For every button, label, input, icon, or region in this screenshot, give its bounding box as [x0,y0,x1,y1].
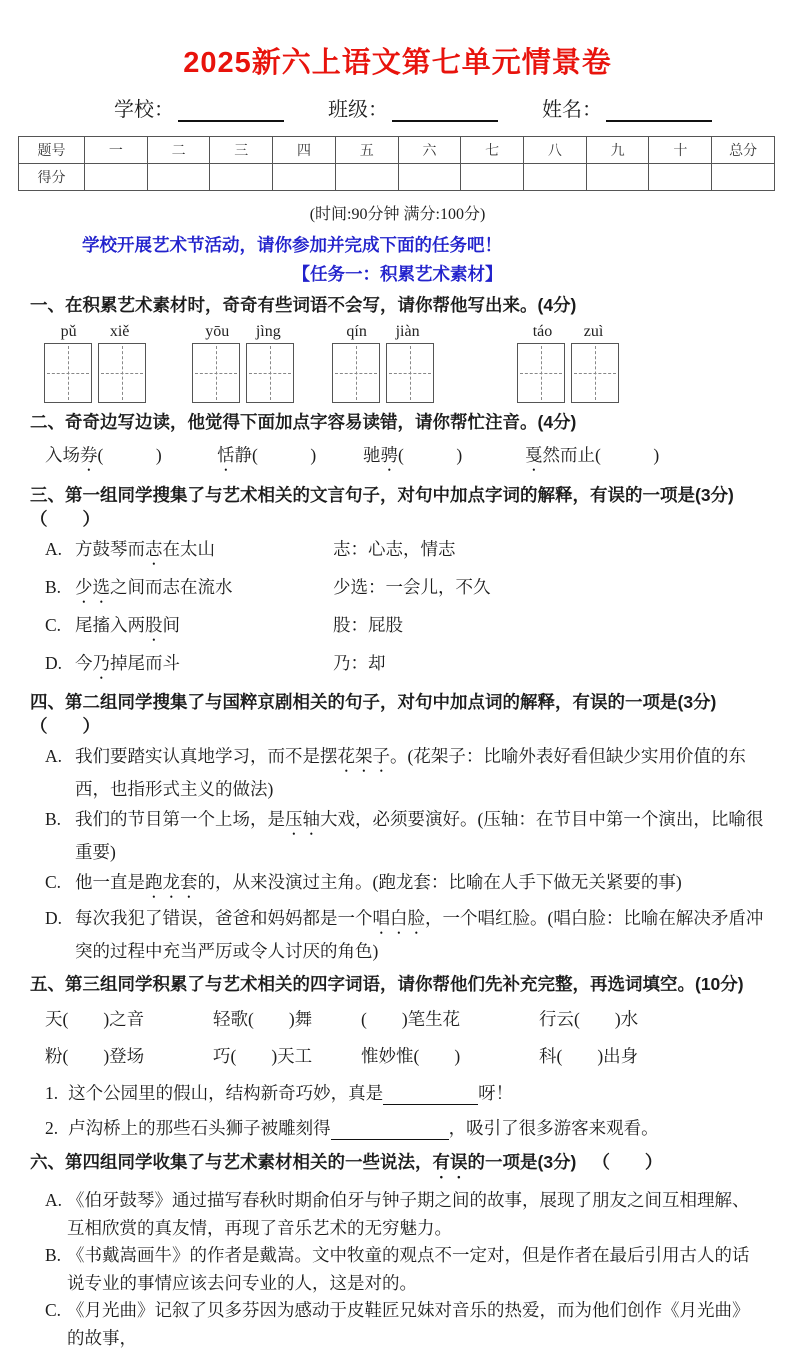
option-label: B. [45,809,62,829]
q4-answer-bracket[interactable]: （ ） [30,716,100,736]
q6-option-c [45,1297,765,1352]
q2-items-row [45,442,765,475]
q2-item [525,442,765,475]
intro-line: 学校开展艺术节活动，请你参加并完成下面的任务吧！ [82,235,502,255]
writing-box[interactable] [332,343,380,403]
pinyin-answer-blank[interactable]: ( ) [595,445,660,465]
option-label: A. [45,746,63,766]
option-label: D. [45,908,63,928]
score-cell[interactable] [649,164,712,191]
student-info-line [114,93,765,122]
sentence-part: 间 [162,615,180,635]
q6-header-text: 的一项是(3分) [467,1152,577,1172]
sentence-part: 尾搐入两 [75,615,145,635]
dotted-char: 恬 [217,445,235,465]
option-text [75,806,765,866]
fill-text: 卢沟桥上的那些石头狮子被雕刻得 [68,1118,331,1138]
score-table-header-cell: 一 [85,137,148,164]
q5-fill-2 [45,1115,765,1140]
q5-word-item[interactable]: 科( )出身 [539,1046,639,1066]
q3-option-d [45,650,765,683]
pinyin-label: xiě [109,323,130,340]
q5-word-item[interactable]: 轻歌( )舞 [213,1009,313,1029]
sentence-part: 大戏，必须要演好。(压轴：在节目中第一个演出，比喻很重要) [75,809,764,862]
q5-word-item[interactable]: 天( )之音 [45,1009,145,1029]
writing-box[interactable] [98,343,146,403]
q3-answer-bracket[interactable]: （ ） [30,509,100,529]
pinyin-answer-blank[interactable]: ( ) [97,445,162,465]
class-input-line[interactable] [392,100,498,122]
dotted-word: 志 [145,539,163,559]
q1-word-group [332,323,434,403]
task1-title: 【任务一：积累艺术素材】 [292,264,503,284]
word-part: 入场 [45,445,80,465]
score-table-header-cell: 二 [147,137,210,164]
writing-box[interactable] [44,343,92,403]
q4-option-c [45,869,765,902]
option-text: 《书戴嵩画牛》的作者是戴嵩。文中牧童的观点不一定对，但是作者在最后引用古人的话说专业的事情应该去问专业的人，这是对的。 [67,1245,750,1293]
sentence-part: 他一直是 [75,872,145,892]
score-table-header-cell: 九 [586,137,649,164]
q5-word-item[interactable]: 行云( )水 [539,1009,639,1029]
q5-header: 五、第三组同学积累了与艺术相关的四字词语，请你帮他们先补充完整，再选词填空。(10分) [30,974,744,994]
word-part: 驰 [363,445,381,465]
dotted-word: 股 [145,615,163,635]
fill-blank-line[interactable] [331,1123,449,1140]
pinyin-label-row [332,323,434,341]
score-table-header-cell: 题号 [19,137,85,164]
q4-option-b [45,806,765,866]
q6-header-text: 六、第四组同学收集了与艺术素材相关的一些说法， [30,1152,433,1172]
score-cell[interactable] [147,164,210,191]
q5-word-item[interactable]: 惟妙惟( ) [361,1046,461,1066]
score-table-header-cell: 四 [273,137,336,164]
pinyin-label: jìng [255,323,281,340]
q1-writing-area [44,323,765,403]
pinyin-label: jiàn [395,323,420,340]
q1-header: 一、在积累艺术素材时，奇奇有些词语不会写，请你帮他写出来。(4分) [30,295,577,315]
q3-header-text: 三、第一组同学搜集了与艺术相关的文言句子，对句中加点字词的解释，有误的一项是(3分) [30,485,734,505]
pinyin-label: zuì [583,323,604,340]
pinyin-label: yōu [205,323,230,340]
fill-number: 2. [45,1118,59,1138]
writing-box[interactable] [192,343,240,403]
writing-box[interactable] [517,343,565,403]
writing-box[interactable] [571,343,619,403]
option-text [75,869,765,902]
fill-text: ，吸引了很多游客来观看。 [448,1118,659,1138]
dotted-word: 跑龙套 [145,872,198,892]
q2-item [45,442,217,475]
q6-answer-bracket[interactable]: （ ） [592,1152,663,1172]
score-table-header-cell: 七 [461,137,524,164]
fill-number: 1. [45,1083,59,1103]
sentence-part: 我们的节目第一个上场，是 [75,809,285,829]
score-table-header-cell: 六 [398,137,461,164]
fill-blank-line[interactable] [383,1088,478,1105]
q2-header: 二、奇奇边写边读，他觉得下面加点字容易读错，请你帮忙注音。(4分) [30,412,577,432]
q5-word-item[interactable]: 粉( )登场 [45,1046,145,1066]
q4-option-a [45,743,765,803]
q4-header [30,690,765,738]
score-table-header-cell: 三 [210,137,273,164]
pinyin-label: pǔ [60,323,77,340]
pinyin-label-row [192,323,294,341]
score-row-label: 得分 [19,164,85,191]
option-label: A. [45,539,63,559]
score-cell[interactable] [210,164,273,191]
option-explanation: 少选：一会儿，不久 [333,577,491,597]
dotted-char: 骋 [380,445,398,465]
option-label: C. [45,615,62,635]
option-label: C. [45,1300,62,1320]
writing-box[interactable] [246,343,294,403]
sentence-part: 我们要踏实认真地学习，而不是摆 [75,746,338,766]
option-sentence [75,574,333,607]
score-table-header-cell: 总分 [712,137,775,164]
word-part: 静 [234,445,252,465]
q2-item [363,442,525,475]
q3-header [30,483,765,531]
q6-header [30,1150,765,1182]
option-text: 《月光曲》记叙了贝多芬因为感动于皮鞋匠兄妹对音乐的热爱，而为他们创作《月光曲》的故事， [67,1300,750,1348]
name-label: 姓名： [542,99,602,121]
time-score-line: (时间:90分钟 满分:100分) [309,206,486,223]
paper-title: 2025新六上语文第七单元情景卷 [183,47,612,79]
sentence-part: 之间而志在流水 [110,577,233,597]
word-part: 然而止 [542,445,595,465]
pinyin-answer-blank[interactable]: ( ) [398,445,463,465]
class-field [328,93,498,122]
option-sentence [75,612,333,645]
q6-option-b [45,1242,765,1297]
score-table-header-cell: 八 [524,137,587,164]
q4-option-d [45,905,765,965]
q5-fill-1 [45,1080,765,1105]
score-cell[interactable] [273,164,336,191]
dotted-word: 压轴 [285,809,320,829]
fill-text: 呀！ [478,1083,514,1103]
q5-words-row1 [45,1006,765,1031]
q5-word-item[interactable]: 巧( )天工 [213,1046,313,1066]
score-table-score-row [19,164,775,191]
name-field [542,93,712,122]
score-cell[interactable] [586,164,649,191]
sentence-part: 今 [75,653,93,673]
score-table-header-cell: 十 [649,137,712,164]
sentence-part: 方鼓琴而 [75,539,145,559]
score-cell[interactable] [461,164,524,191]
option-explanation: 乃：却 [333,653,386,673]
option-explanation: 股：屁股 [333,615,403,635]
pinyin-label: táo [532,323,553,340]
q2-item [217,442,363,475]
q3-option-a [45,536,765,569]
q1-word-group [517,323,619,403]
q3-option-b [45,574,765,607]
sentence-part: 在太山 [162,539,215,559]
q6-option-a [45,1187,765,1242]
option-sentence [75,650,333,683]
fill-text: 这个公园里的假山，结构新奇巧妙，真是 [68,1083,384,1103]
score-table-header-cell: 五 [335,137,398,164]
sentence-part: 。(花架子：比喻外表好看但缺少实用价值的东西，也指形式主义的做法) [75,746,746,799]
option-label: D. [45,653,63,673]
sentence-part: 掉尾而斗 [110,653,180,673]
pinyin-label-row [44,323,146,341]
dotted-word: 唱白脸 [372,908,425,928]
sentence-part: ，一个唱红脸。(唱白脸：比喻在解决矛盾冲突的过程中充当严厉或令人讨厌的角色) [75,908,764,961]
dotted-word: 有误 [432,1152,468,1172]
score-cell[interactable] [524,164,587,191]
q1-word-group [192,323,294,403]
school-label: 学校： [114,99,174,121]
school-field [114,93,284,122]
dotted-word: 乃 [92,653,110,673]
score-table-header-row [19,137,775,164]
score-cell[interactable] [398,164,461,191]
q5-words-row2 [45,1043,765,1068]
q4-header-text: 四、第二组同学搜集了与国粹京剧相关的句子，对句中加点词的解释，有误的一项是(3分) [30,692,717,712]
q5-word-item[interactable]: ( )笔生花 [361,1009,461,1029]
q3-option-c [45,612,765,645]
option-text [75,743,765,803]
pinyin-answer-blank[interactable]: ( ) [252,445,317,465]
option-text [75,905,765,965]
pinyin-label-row [517,323,619,341]
dotted-char: 戛 [525,445,543,465]
option-label: B. [45,1245,62,1265]
option-explanation: 志：心志，情志 [333,539,456,559]
score-cell[interactable] [712,164,775,191]
score-table [18,136,775,191]
score-cell[interactable] [85,164,148,191]
name-input-line[interactable] [606,100,712,122]
option-sentence [75,536,333,569]
class-label: 班级： [328,99,388,121]
dotted-word: 少选 [75,577,110,597]
dotted-char: 券 [80,445,98,465]
q1-word-group [44,323,146,403]
option-label: A. [45,1190,63,1210]
sentence-part: 的，从来没演过主角。(跑龙套：比喻在人手下做无关紧要的事) [197,872,682,892]
school-input-line[interactable] [178,100,284,122]
sentence-part: 每次我犯了错误，爸爸和妈妈都是一个 [75,908,373,928]
option-label: C. [45,872,62,892]
dotted-word: 花架子 [337,746,390,766]
option-text: 《伯牙鼓琴》通过描写春秋时期俞伯牙与钟子期之间的故事，展现了朋友之间互相理解、互相欣赏的真友情，再现了音乐艺术的无穷魅力。 [67,1190,750,1238]
pinyin-label: qín [346,323,367,340]
score-cell[interactable] [335,164,398,191]
writing-box[interactable] [386,343,434,403]
option-label: B. [45,577,62,597]
